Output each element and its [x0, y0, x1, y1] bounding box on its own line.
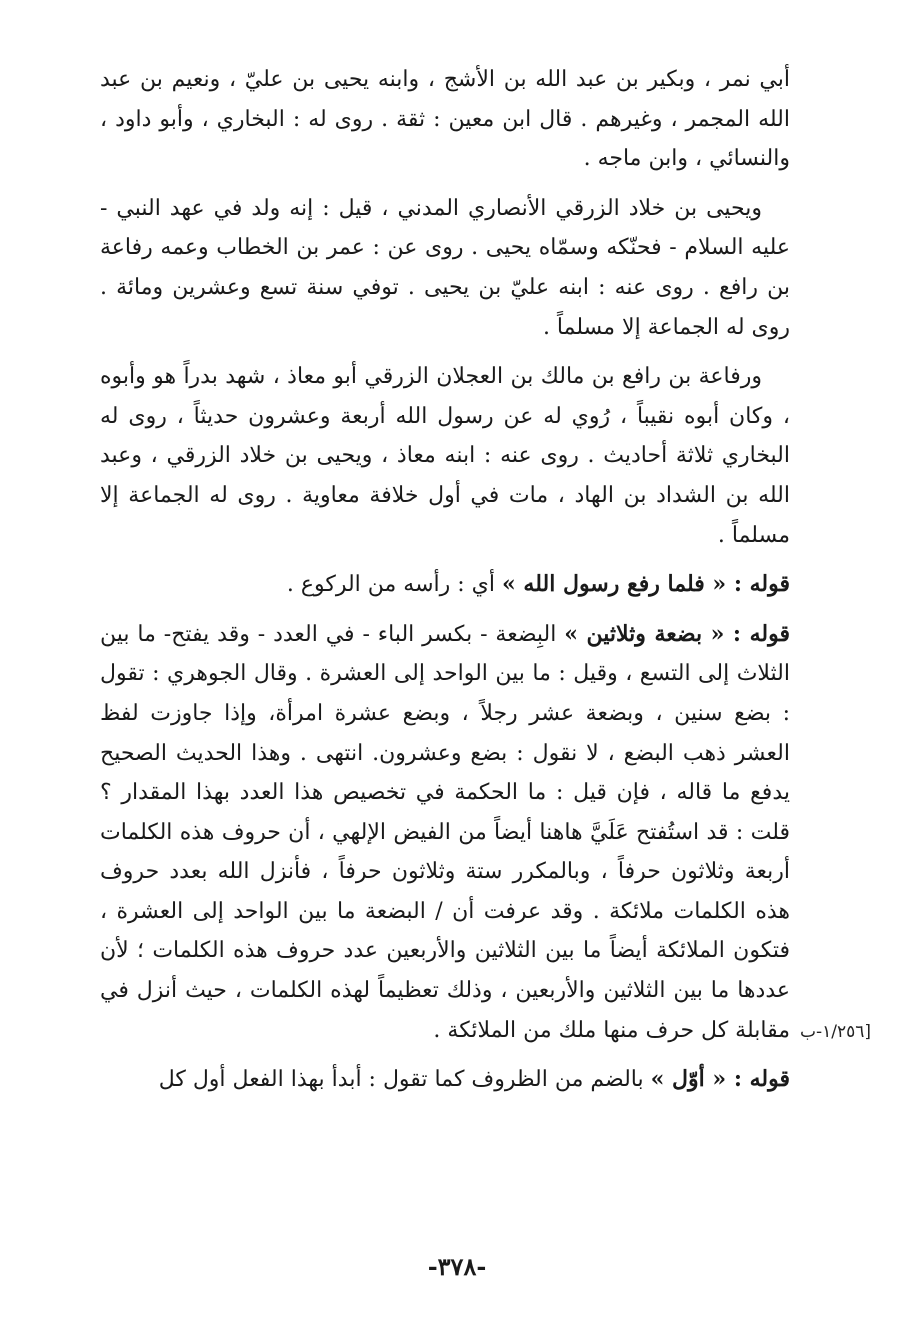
- paragraph-qawluhu-awwal: [100, 1060, 790, 1100]
- paragraph-text: البِضعة - بكسر الباء - في العدد - وقد يفتح- ما بين الثلاث إلى التسع ، وقيل : ما بين الواحد إلى العشرة . وقال الجوهري : تقول : بضع سنين ، وبضعة عشر رجلاً ، وبضع عشرة امرأة، وإذا جاوزت لفظ العشر ذهب البضع ، لا نقول : بضع وعشرون. انتهى . وهذا الحديث الصحيح يدفع ما قاله ، فإن قيل : ما الحكمة في تخصيص هذا العدد بهذا المقدار ؟ قلت : قد استُفتح عَلَيَّ هاهنا أيضاً من الفيض الإلهي ، أن حروف هذه الكلمات أربعة وثلاثون حرفاً ، وبالمكرر ستة وثلاثون حرفاً ، فأنزل الله بعدد حروف هذه الكلمات ملائكة . وقد عرفت أن / البضعة ما بين الواحد إلى العشرة ، فتكون الملائكة أيضاً ما بين الثلاثين والأربعين عدد حروف هذه الكلمات ؛ لأن عددها ما بين الثلاثين والأربعين ، وذلك تعظيماً لهذه الكلمات ، حيث أنزل في مقابلة كل حرف منها ملك من الملائكة .: [100, 621, 790, 1043]
- lemma-heading: قوله : « بضعة وثلاثين »: [564, 620, 790, 647]
- paragraph-narrators-1: [100, 60, 790, 179]
- manuscript-folio-note: [١/٢٥٦-ب: [800, 1022, 872, 1042]
- paragraph-text: بالضم من الظروف كما تقول : أبدأ بهذا الفعل أول كل: [158, 1067, 651, 1093]
- text-column: [100, 60, 790, 1110]
- paragraph-text: ورفاعة بن رافع بن مالك بن العجلان الزرقي أبو معاذ ، شهد بدراً هو وأبوه ، وكان أبوه نقيباً ، رُوي له عن رسول الله أربعة وعشرون حديثاً ، روى له البخاري ثلاثة أحاديث . روى عنه : ابنه معاذ ، ويحيى بن خلاد الزرقي ، وعبد الله بن الشداد بن الهاد ، مات في أول خلافة معاوية . روى له الجماعة إلا مسلماً .: [100, 364, 790, 548]
- page-number: -٣٧٨-: [427, 1252, 487, 1281]
- lemma-heading: قوله : « أوّل »: [650, 1066, 790, 1093]
- paragraph-qawluhu-bid-a: [100, 615, 790, 1051]
- paragraph-text: ويحيى بن خلاد الزرقي الأنصاري المدني ، قيل : إنه ولد في عهد النبي - عليه السلام - فحنّكه وسمّاه يحيى . روى عن : عمر بن الخطاب وعمه رفاعة بن رافع . روى عنه : ابنه عليّ بن يحيى . توفي سنة تسع وعشرين ومائة . روى له الجماعة إلا مسلماً .: [100, 195, 790, 340]
- paragraph-rifaa-ibn-rafi: [100, 357, 790, 555]
- paragraph-yahya-ibn-khallad: [100, 189, 790, 347]
- lemma-heading: قوله : « فلما رفع رسول الله »: [502, 571, 790, 598]
- paragraph-text: أي : رأسه من الركوع .: [286, 572, 502, 598]
- paragraph-text: أبي نمر ، وبكير بن عبد الله بن الأشج ، وابنه يحيى بن عليّ ، ونعيم بن عبد الله المجمر ، وغيرهم . قال ابن معين : ثقة . روى له : البخاري ، وأبو داود ، والنسائي ، وابن ماجه .: [100, 67, 790, 172]
- paragraph-qawluhu-rafa: [100, 565, 790, 605]
